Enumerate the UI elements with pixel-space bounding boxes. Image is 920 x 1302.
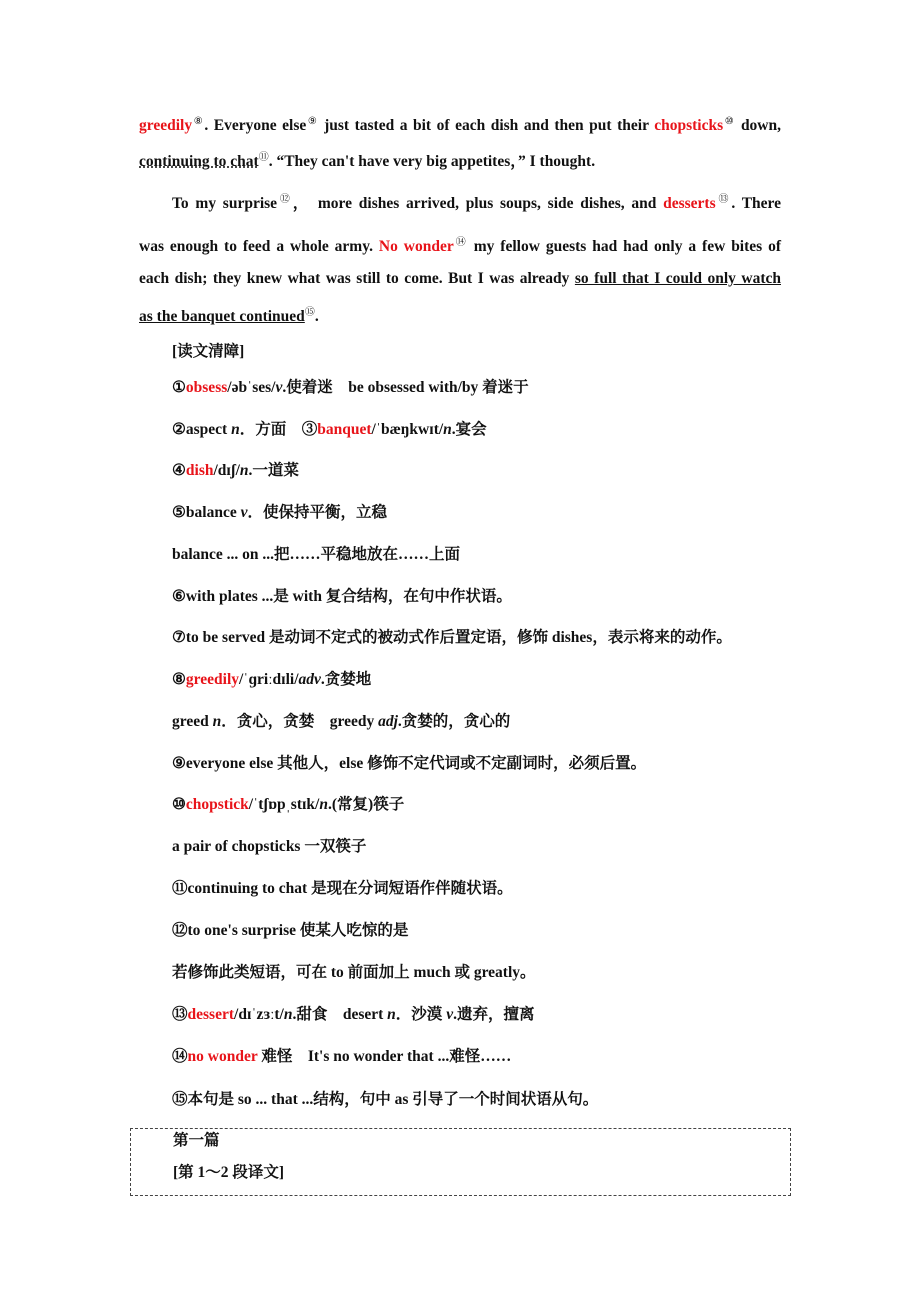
note-marker: ⑪ [258,152,269,163]
text-segment: n [387,1006,396,1023]
text-segment: .贪婪地 [320,671,372,688]
text-segment: as the banquet continued [139,308,305,325]
note-marker: ⑬ [715,194,732,205]
text-segment: was enough to feed a whole army. [139,238,379,255]
note-marker: ⑫ [277,194,293,205]
text-segment: n [283,1006,293,1023]
text-segment: . “They can't have very big appetites，” I thought. [268,153,596,170]
note-marker: ⑮ [304,307,315,318]
text-segment: .一道菜 [248,462,299,479]
note-line [172,795,404,815]
passage-line [139,269,781,289]
note-line [172,461,299,481]
text-segment: ⑧ [172,671,186,688]
text-segment: balance ... on ...把……平稳地放在……上面 [172,546,461,563]
text-segment: ⑪continuing to chat 是现在分词短语作伴随状语。 [172,880,513,897]
passage-line [139,148,595,172]
text-segment: n [239,462,249,479]
text-segment: /dɪˈzɜːt/ [234,1006,284,1023]
text-segment: ④ [172,462,186,479]
text-segment: .遗弃，擅离 [453,1006,535,1023]
highlighted-word: No wonder [378,238,454,255]
highlighted-word: chopsticks [654,117,724,134]
highlighted-word: chopstick [185,796,249,813]
text-segment: so full that I could only watch [574,270,781,287]
text-segment: adv [298,671,321,688]
text-segment: ⑤balance [172,504,241,521]
box-title: 第一篇 [173,1132,220,1149]
note-marker: ⑭ [453,237,468,248]
text-segment: ②aspect [172,421,232,438]
highlighted-word: desserts [663,195,716,212]
box-subtitle: [第 1～2 段译文] [173,1164,285,1181]
note-line [172,342,244,362]
note-marker: ⑩ [723,116,736,127]
highlighted-word: dish [185,462,214,479]
note-line [172,1005,534,1025]
text-segment: n [443,421,452,438]
note-line [172,670,371,690]
note-marker: ⑨ [306,116,319,127]
note-line [172,879,513,899]
text-segment: ⑬ [172,1006,188,1023]
text-segment: n [212,713,222,730]
text-segment: ．方面 ③ [239,421,318,438]
note-line [172,837,366,857]
text-segment: ．沙漠 [395,1006,447,1023]
text-segment: /əbˈses/ [227,379,276,396]
highlighted-word: dessert [187,1006,235,1023]
text-segment: .使着迷 be obsessed with/by 着迷于 [282,379,529,396]
passage-line [139,303,319,327]
text-segment: v [446,1006,454,1023]
text-segment: .宴会 [451,421,487,438]
passage-line [139,233,781,257]
text-segment: .贪婪的，贪心的 [397,713,511,730]
text-segment: ⑭ [172,1048,188,1065]
text-segment: ．使保持平衡，立稳 [247,504,387,521]
note-marker: ⑧ [192,116,205,127]
text-segment: ⑨everyone else 其他人，else 修饰不定代词或不定副词时，必须后置。 [172,755,647,772]
text-segment: ⑥with plates ...是 with 复合结构，在句中作状语。 [172,588,512,605]
text-segment: v [275,379,283,396]
highlighted-word: greedily [185,671,239,688]
note-line [172,503,387,523]
text-segment: 难怪 It's no wonder that ...难怪…… [257,1048,512,1065]
text-segment: adj [378,713,398,730]
text-segment: n [231,421,240,438]
text-segment: ⑦to be served 是动词不定式的被动式作后置定语，修饰 dishes，表示将来的动作。 [172,629,732,646]
text-segment: continuing to chat [139,153,259,170]
text-segment: . [314,308,319,325]
text-segment: my fellow guests had had only a few bites of [467,238,782,255]
highlighted-word: banquet [317,421,372,438]
text-segment: . Everyone else [204,117,307,134]
text-segment: a pair of chopsticks 一双筷子 [172,838,367,855]
note-line [172,1047,511,1067]
text-segment: v [240,504,248,521]
text-segment: .甜食 desert [292,1006,388,1023]
note-line [172,628,732,648]
note-line [172,921,408,941]
text-segment: To my surprise [172,195,278,212]
text-segment: n [319,796,328,813]
text-segment: .(常复)筷子 [328,796,405,813]
passage-line [172,190,781,214]
note-line [172,712,510,732]
text-segment: /ˈtʃɒpˌstɪk/ [248,796,320,813]
highlighted-word: obsess [185,379,228,396]
note-line [172,378,529,398]
note-line [172,963,536,983]
highlighted-word: no wonder [187,1048,258,1065]
text-segment: just tasted a bit of each dish and then put their [318,117,655,134]
note-line [172,420,487,440]
text-segment: [读文清障] [172,343,245,360]
text-segment: ⑫to one's surprise 使某人吃惊的是 [172,922,409,939]
note-line [172,587,512,607]
note-line [172,1090,598,1110]
text-segment: /ˈɡriːdɪli/ [239,671,299,688]
text-segment: down, [735,117,781,134]
text-segment: ， more dishes arrived, plus soups, side dishes, and [292,195,664,212]
translation-box [130,1128,791,1196]
text-segment: each dish; they knew what was still to come. But I was already [139,270,575,287]
note-line [172,754,646,774]
passage-line [139,112,781,136]
text-segment: . There [731,195,782,212]
highlighted-word: greedily [139,117,193,134]
text-segment: ① [172,379,186,396]
text-segment: ⑮本句是 so ... that ...结构，句中 as 引导了一个时间状语从句。 [172,1091,599,1108]
text-segment: ⑩ [172,796,186,813]
text-segment: greed [172,713,213,730]
text-segment: /ˈbæŋkwɪt/ [371,421,444,438]
text-segment: ．贪心，贪婪 greedy [221,713,379,730]
note-line [172,545,460,565]
text-segment: /dɪʃ/ [213,462,240,479]
text-segment: 若修饰此类短语，可在 to 前面加上 much 或 greatly。 [172,964,536,981]
